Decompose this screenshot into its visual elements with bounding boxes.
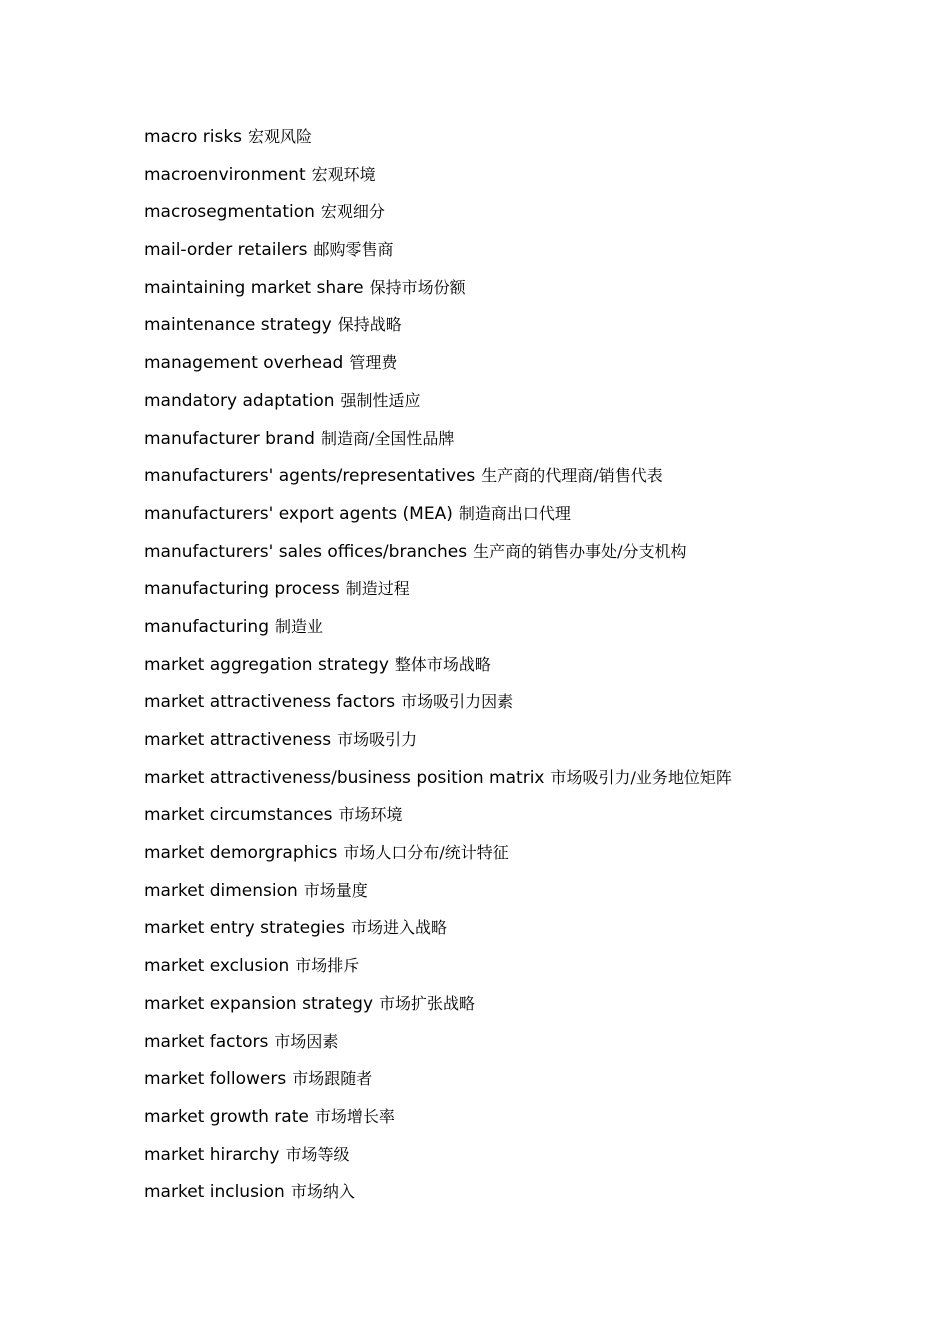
glossary-entry (144, 727, 904, 765)
glossary-entry (144, 463, 904, 501)
glossary-entry (144, 275, 904, 313)
entry-term: market attractiveness factors (144, 692, 396, 713)
entry-translation: 市场等级 (285, 1144, 350, 1164)
entry-term: manufacturing process (144, 579, 340, 600)
entry-term: market inclusion (144, 1182, 285, 1203)
entry-translation: 市场跟随者 (292, 1069, 373, 1089)
entry-translation: 市场扩张战略 (379, 993, 476, 1013)
entry-term: market demorgraphics (144, 843, 338, 864)
glossary-entry (144, 765, 904, 803)
entry-translation: 生产商的销售办事处/分支机构 (473, 541, 687, 561)
entry-term: mandatory adaptation (144, 390, 335, 411)
entry-translation: 强制性适应 (340, 390, 421, 410)
entry-translation: 市场排斥 (295, 956, 360, 976)
entry-term: manufacturers' export agents (MEA) (144, 503, 453, 524)
entry-translation: 生产商的代理商/销售代表 (481, 466, 663, 486)
entry-translation: 市场环境 (338, 805, 403, 825)
entry-term: manufacturers' agents/representatives (144, 466, 476, 487)
entry-term: market attractiveness/business position matrix (144, 767, 545, 788)
glossary-entry (144, 199, 904, 237)
entry-term: mail-order retailers (144, 240, 308, 261)
entry-term: market circumstances (144, 805, 333, 826)
glossary-entry (144, 840, 904, 878)
glossary-entry (144, 426, 904, 464)
entry-term: manufacturer brand (144, 428, 315, 449)
glossary-entry (144, 1066, 904, 1104)
entry-term: macroenvironment (144, 164, 306, 185)
entry-translation: 邮购零售商 (313, 240, 394, 260)
glossary-entry (144, 350, 904, 388)
glossary-entry (144, 689, 904, 727)
glossary-entry (144, 1104, 904, 1142)
entry-translation: 市场吸引力因素 (401, 692, 514, 712)
entry-term: macro risks (144, 127, 243, 147)
entry-term: market exclusion (144, 956, 290, 977)
entry-term: market followers (144, 1069, 287, 1090)
glossary-entry (144, 878, 904, 916)
glossary-entry (144, 915, 904, 953)
entry-term: maintenance strategy (144, 315, 332, 336)
entry-translation: 市场量度 (303, 880, 368, 900)
entry-translation: 保持市场份额 (369, 277, 466, 297)
entry-translation: 宏观细分 (320, 202, 385, 222)
entry-term: market entry strategies (144, 918, 345, 939)
entry-translation: 市场吸引力 (337, 730, 418, 749)
entry-term: management overhead (144, 353, 344, 374)
entry-translation: 制造商出口代理 (458, 503, 571, 523)
entry-translation: 整体市场战略 (394, 654, 491, 674)
glossary-entry (144, 388, 904, 426)
entry-term: market factors (144, 1031, 269, 1052)
glossary-entry (144, 802, 904, 840)
entry-term: manufacturing (144, 616, 269, 637)
entry-term: market expansion strategy (144, 993, 374, 1014)
glossary-entry (144, 162, 904, 200)
entry-translation: 市场人口分布/统计特征 (343, 843, 509, 863)
glossary-entry (144, 1029, 904, 1067)
entry-term: macrosegmentation (144, 202, 315, 223)
glossary-entry (144, 652, 904, 690)
entry-term: maintaining market share (144, 277, 364, 298)
glossary-entry (144, 237, 904, 275)
entry-translation: 管理费 (349, 353, 398, 373)
entry-term: market dimension (144, 880, 298, 901)
glossary-entry (144, 312, 904, 350)
entry-term: market attractiveness (144, 730, 332, 750)
entry-translation: 市场纳入 (290, 1182, 355, 1202)
entry-translation: 市场增长率 (314, 1106, 395, 1126)
glossary-entry (144, 501, 904, 539)
entry-term: market hirarchy (144, 1144, 280, 1165)
entry-translation: 宏观风险 (248, 127, 313, 146)
entry-term: market aggregation strategy (144, 654, 389, 675)
entry-term: manufacturers' sales offices/branches (144, 541, 468, 562)
entry-translation: 宏观环境 (311, 164, 376, 184)
glossary-entry (144, 1179, 904, 1217)
glossary-entry (144, 1142, 904, 1180)
glossary-entry (144, 614, 904, 652)
entry-translation: 市场因素 (274, 1031, 339, 1051)
glossary-entry (144, 991, 904, 1029)
glossary-entry (144, 124, 904, 162)
glossary-entry (144, 953, 904, 991)
entry-translation: 市场吸引力/业务地位矩阵 (550, 767, 732, 787)
entry-translation: 市场进入战略 (350, 918, 447, 938)
entry-term: market growth rate (144, 1106, 309, 1127)
glossary-entry (144, 539, 904, 577)
glossary-list (144, 124, 904, 1217)
entry-translation: 保持战略 (337, 315, 402, 335)
entry-translation: 制造商/全国性品牌 (320, 428, 455, 448)
entry-translation: 制造过程 (345, 579, 410, 599)
glossary-entry (144, 576, 904, 614)
entry-translation: 制造业 (275, 616, 324, 636)
